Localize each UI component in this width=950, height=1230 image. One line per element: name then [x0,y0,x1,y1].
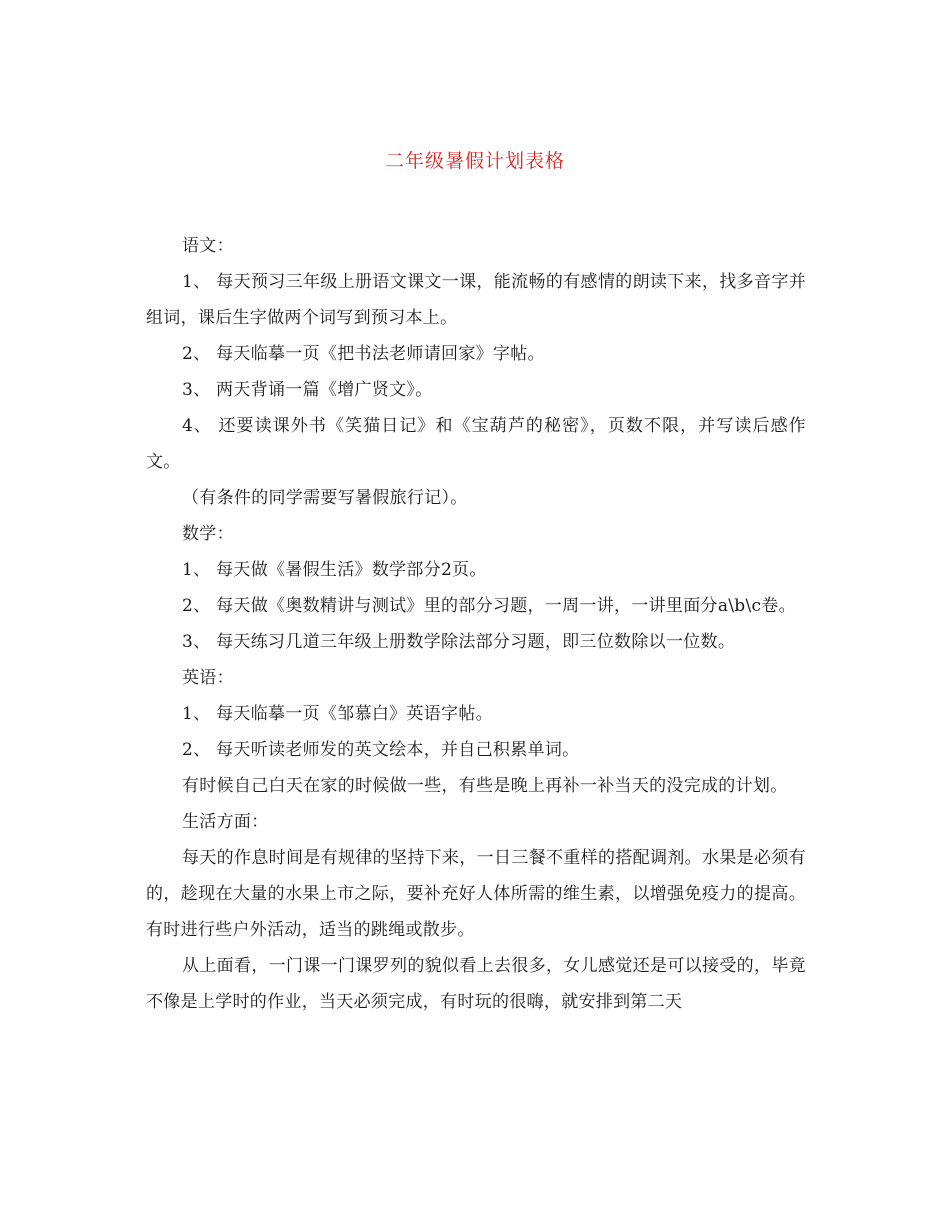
paragraph: 3、 每天练习几道三年级上册数学除法部分习题，即三位数除以一位数。 [182,632,736,652]
paragraph: 2、 每天做《奥数精讲与测试》里的部分习题，一周一讲，一讲里面分a\b\c卷。 [182,596,796,616]
paragraph: （有条件的同学需要写暑假旅行记）。 [182,488,468,508]
document-body [146,228,806,1020]
section-heading-chinese: 语文： [182,236,234,256]
document-title: 二年级暑假计划表格 [384,150,565,172]
paragraph: 2、 每天临摹一页《把书法老师请回家》字帖。 [182,344,545,364]
paragraph: 3、 两天背诵一篇《增广贤文》。 [182,380,433,400]
paragraph: 2、 每天听读老师发的英文绘本，并自己积累单词。 [182,740,580,760]
paragraph: 1、 每天临摹一页《邹慕白》英语字帖。 [182,704,493,724]
section-heading-math: 数学： [182,524,234,544]
paragraph: 每天的作息时间是有规律的坚持下来，一日三餐不重样的搭配调剂。水果是必须有的，趁现在大量的水果上市之际，要补充好人体所需的维生素，以增强免疫力的提高。有时进行些户外活动，适当的跳绳或散步。 [146,848,806,940]
section-heading-life: 生活方面： [182,812,269,832]
paragraph: 1、 每天预习三年级上册语文课文一课，能流畅的有感情的朗读下来，找多音字并组词，课后生字做两个词写到预习本上。 [146,272,806,328]
paragraph: 有时候自己白天在家的时候做一些，有些是晚上再补一补当天的没完成的计划。 [182,776,788,796]
section-heading-english: 英语： [182,668,234,688]
paragraph: 4、 还要读课外书《笑猫日记》和《宝葫芦的秘密》，页数不限，并写读后感作文。 [146,416,806,472]
paragraph: 1、 每天做《暑假生活》数学部分2页。 [182,560,487,580]
paragraph: 从上面看，一门课一门课罗列的貌似看上去很多，女儿感觉还是可以接受的，毕竟不像是上学时的作业，当天必须完成，有时玩的很嗨，就安排到第二天 [146,956,806,1012]
